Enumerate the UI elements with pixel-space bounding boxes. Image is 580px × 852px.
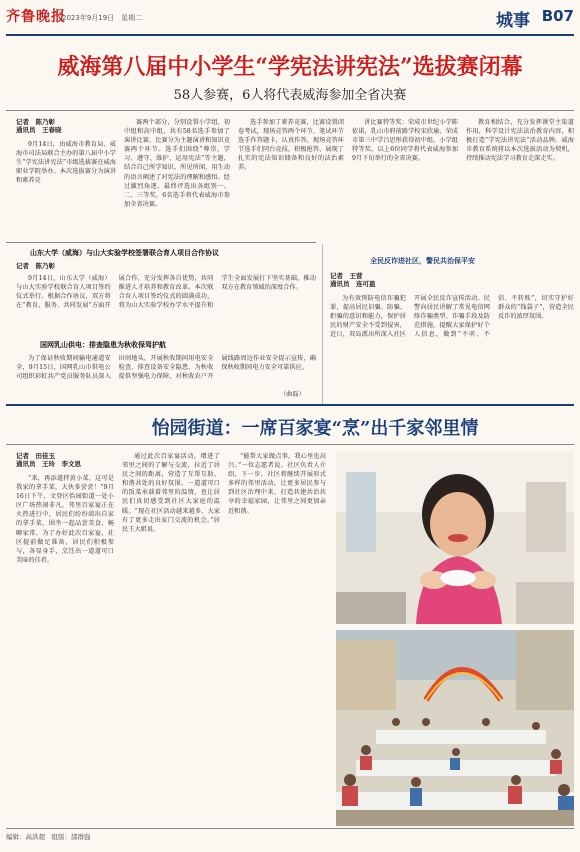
- newspaper-logo: 齐鲁晚报: [6, 9, 66, 25]
- feature-photo-caption-area: [336, 596, 574, 626]
- photo-graphic: [336, 630, 574, 826]
- article3-credit: （曲磊）: [280, 391, 305, 398]
- feature-divider: [6, 444, 574, 445]
- lead-byline: 记者 陈乃彰 通讯员 王春晓: [16, 118, 62, 134]
- lead-col-4: 讲比赛特等奖；荣成市世纪小学陈依诺，乳山市府前路学校宋欣瑜、荣成市第三中学吕思彤获得初中组、小学组特等奖，以上6位同学将代表威海参加9月下旬举行的全省决赛。: [352, 119, 458, 163]
- neighborhood-banquet-photo: [336, 630, 574, 826]
- article2-byline: 记者 陈乃彰: [16, 262, 55, 270]
- feature-col-1: “来，再添道拌黄小菜，这可是我家的拿手菜，大伙多尝尝！”9月16日下午，文登区怡园街道一处小区广场热闹非凡，邻里百家宴正在火热进行中，居民们纷纷端出自家的拿手菜，围坐一起品尝美食、畅聊家常。为了办好此次百家宴，社区提前做足准备，居民们积极参与，各显身手，烹饪出一道道可口美味的佳肴。: [16, 475, 114, 564]
- section-divider: [6, 242, 316, 243]
- feature-col-2: 通过此次百家宴活动，增进了邻里之间的了解与交流，拉近了居民之间的距离，营造了互帮互助、和谐共处的良好氛围。一道道可口的饭菜承载着邻里的温情，也让居民们真切感受到社区大家庭的温暖。“现在社区活动越来越多，大家有了更多走出家门交流的机会。”居民王大姐说。: [122, 453, 220, 533]
- issue-date: 2023年9月19日 星期二: [62, 14, 143, 22]
- page-footer: 编辑：高洪超 组版：邵群强: [6, 833, 91, 841]
- lead-headline: 威海第八届中小学生“学宪法讲宪法”选拔赛闭幕: [57, 54, 523, 80]
- feature-rule: [6, 404, 574, 406]
- article4-title: 全民反诈进社区，警民共治保平安: [370, 257, 475, 265]
- section-name: 城事: [496, 11, 530, 31]
- lead-subhead: 58人参赛，6人将代表威海参加全省决赛: [173, 88, 407, 103]
- lead-col-2: 赛两个部分，分别设置小学组、初中组和高中组，共有58名选手参加了演讲比赛，比赛分为主题演讲和知识竞赛两个环节。选手们围绕“尊崇、学习、遵守、维护、运用宪法”等主题，结合自己所学知识、所见所闻，用生动的语言阐述了对宪法的理解和感悟。经过激烈角逐，最终评选出各组别一、二、三等奖，6名选手将代表威海市参加全省决赛。: [124, 119, 230, 208]
- masthead: [6, 6, 574, 32]
- article4-body: 为有效预防电信诈骗犯罪，提高居民识骗、防骗、拒骗的意识和能力，保护居民的财产安全不受到侵害，近日，双岛派出所深入社区开展全民反诈宣传活动。民警向居民讲解了常见电信网络诈骗类型、诈骗手段及防范措施，提醒大家保护好个人信息，做到“不听、不信、不转账”，切实守护好群众的“钱袋子”，营造全民反诈的浓厚氛围。: [330, 295, 574, 339]
- article2-title: 山东大学（威海）与山大实验学校签署联合育人项目合作协议: [30, 249, 219, 257]
- footer-rule: [6, 828, 574, 829]
- feature-headline: 怡园街道：一席百家宴“烹”出千家邻里情: [151, 418, 479, 439]
- article2-body: 9月14日，山东大学（威海）与山大实验学校联合育人项目签约仪式举行。根据合作协议，双方将在“教育、服务、共同发展”方面开展合作，充分发挥各自优势，共同推进人才培养和教育改革。本次联合育人项目签约仪式的圆满成功，将为山大实验学校办学水平提升和学生全面发展打下坚实基础，推动双方在教育领域的深度合作。: [16, 275, 316, 310]
- page-number: B07: [541, 7, 574, 25]
- article3-title: 国网乳山供电：排查隐患为秋收保驾护航: [40, 341, 166, 349]
- feature-col-3: “能帮大家做点事，我心里也高兴。”一位志愿者说。社区负责人介绍，下一步，社区将继续开展形式多样的邻里活动，让更多居民参与到社区治理中来，打造共建共治共享的幸福家园，让邻里之间更加亲近和谐。: [228, 453, 326, 515]
- lead-divider: [6, 110, 574, 111]
- lead-col-1: 9月14日，由威海市教育局、威海市司法局联合主办的第八届中小学生“学宪法讲宪法”市级选拔赛在威海职业学院举办。本次选拔赛分为演讲和素养竞: [16, 141, 116, 185]
- masthead-rule: [6, 34, 574, 36]
- lead-col-5: 教育相结合，充分发挥课堂主渠道作用，科学设计宪法法治教育内容，积极打造“学宪法讲宪法”活动品牌。威海市教育系统将以本次选拔活动为契机，持续推动宪法学习教育走深走实。: [466, 119, 574, 163]
- column-divider: [322, 244, 323, 404]
- article4-byline: 记者 王营 通讯员 连可盈: [330, 272, 376, 288]
- feature-byline: 记者 田佳玉 通讯员 王玲 李文思: [16, 452, 81, 468]
- lead-col-3: 选手参加了素养竞赛，比赛设置闭卷考试，现场竞答两个环节，笔试环节选手作答题卡，认真作答，现场竞答环节选手们同台竞技，积极抢答，展现了扎实的宪法知识储备和良好的法治素养。: [238, 119, 344, 172]
- article3-body: 为了保证秋收期间输电通道安全，9月15日，国网乳山市供电公司组织彩虹共产党员服务队员深入田间地头，开展秋收期间用电安全检查，排查设备安全隐患，为秋收提供坚强电力保障，对秋收农户开展线路周边作业安全提示宣传，确保秋收期间电力安全可靠供应。: [16, 355, 316, 381]
